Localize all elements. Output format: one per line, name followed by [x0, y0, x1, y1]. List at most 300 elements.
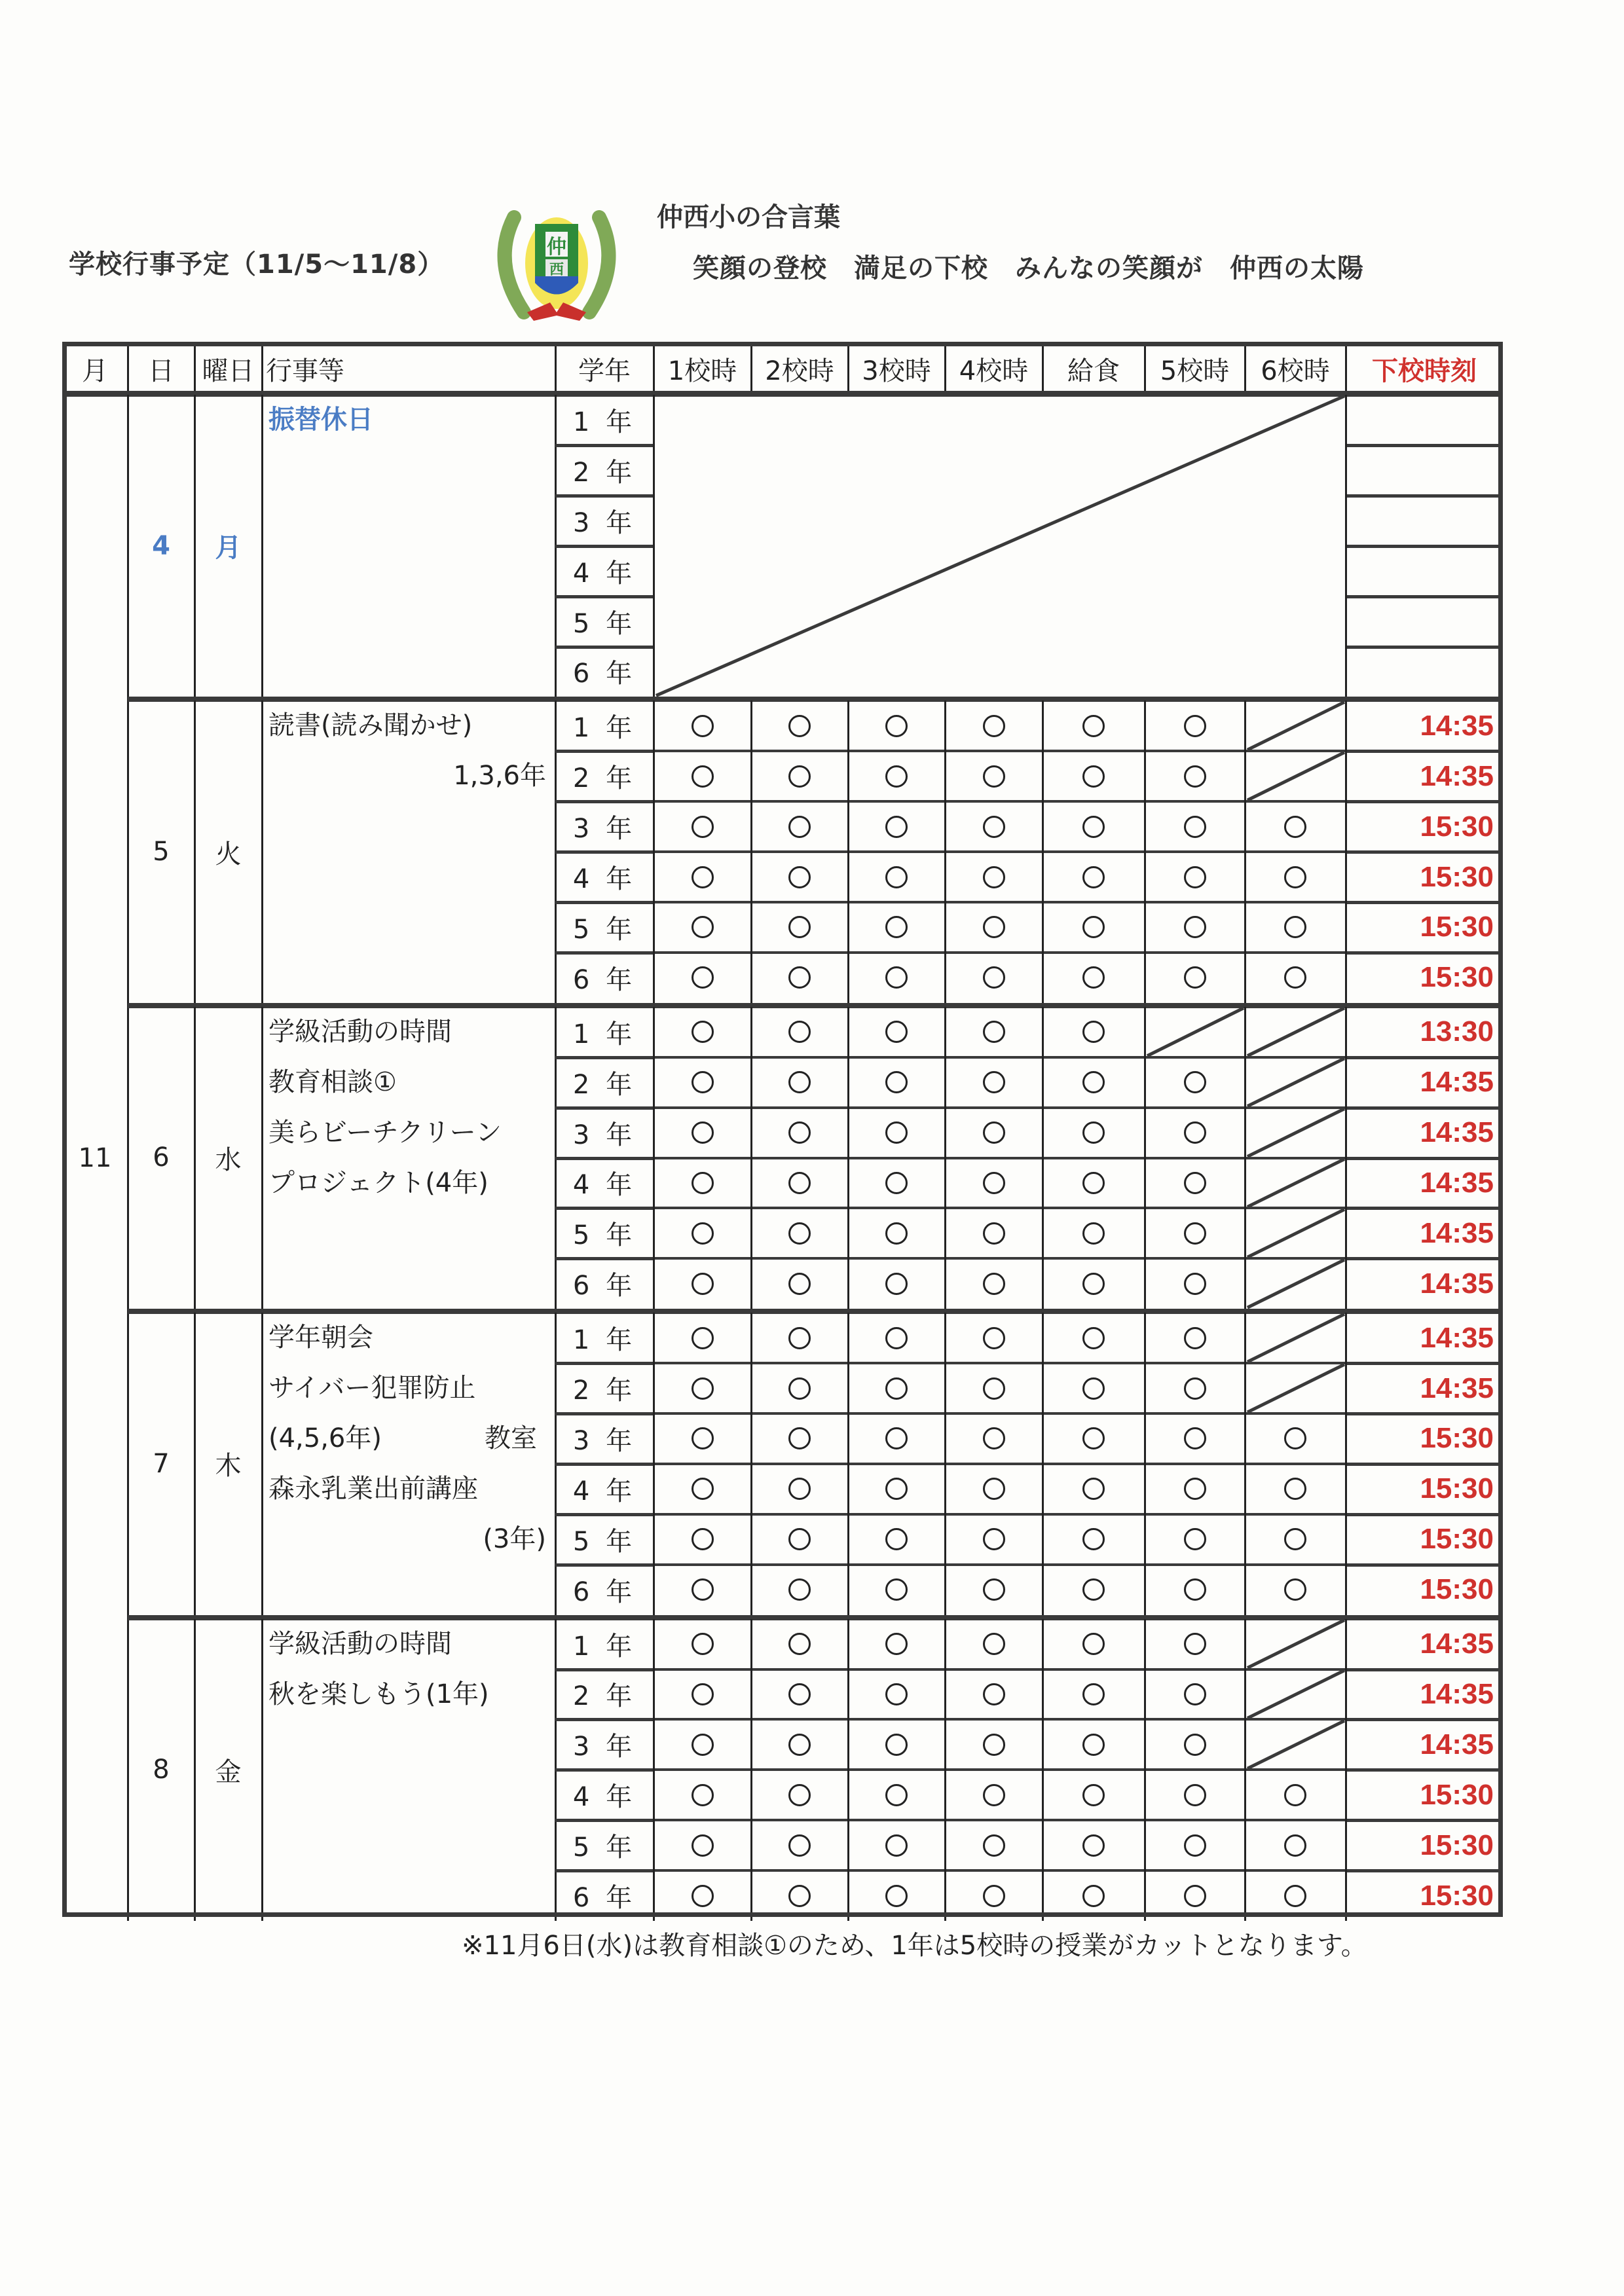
- period-cell-p6: [1245, 1870, 1346, 1921]
- grade-cell: 3 年: [572, 1425, 637, 1456]
- attendance-circle-icon: [1184, 1885, 1206, 1907]
- period-cell-p6: [1245, 902, 1346, 953]
- period-cell-p1: [654, 1669, 751, 1720]
- attendance-circle-icon: [692, 916, 714, 938]
- attendance-circle-icon: [885, 1071, 908, 1093]
- period-cell-p1: [654, 1208, 751, 1258]
- event-text: (4,5,6年): [268, 1423, 382, 1453]
- column-divider: [1144, 346, 1146, 391]
- period-cell-p5: [1145, 1464, 1245, 1514]
- column-divider: [261, 1313, 263, 1614]
- event-line: [268, 1669, 489, 1720]
- period-cell-lunch: [1043, 1208, 1145, 1258]
- attendance-circle-icon: [885, 1633, 908, 1655]
- period-cell-p3: [848, 1208, 945, 1258]
- column-divider: [1345, 1619, 1347, 1921]
- attendance-circle-icon: [983, 966, 1005, 989]
- cancelled-period-slash: [1247, 1721, 1344, 1768]
- attendance-circle-icon: [1284, 1885, 1306, 1907]
- period-cell-lunch: [1043, 1464, 1145, 1514]
- period-cell-lunch: [1043, 1820, 1145, 1870]
- attendance-circle-icon: [1082, 1885, 1105, 1907]
- attendance-circle-icon: [1184, 1427, 1206, 1449]
- attendance-circle-icon: [983, 1683, 1005, 1705]
- column-divider: [1144, 1619, 1146, 1921]
- period-cell-p6: [1245, 1770, 1346, 1820]
- period-cell-p1: [654, 1619, 751, 1669]
- grade-cell: 2 年: [572, 1681, 637, 1712]
- column-divider: [653, 1007, 655, 1309]
- period-cell-p4: [945, 1820, 1043, 1870]
- attendance-circle-icon: [885, 1784, 908, 1806]
- cancelled-period-slash: [1247, 752, 1344, 800]
- grade-cell: 4 年: [572, 1170, 637, 1201]
- attendance-circle-icon: [692, 1172, 714, 1194]
- attendance-circle-icon: [692, 1478, 714, 1500]
- period-cell-p3: [848, 1313, 945, 1363]
- attendance-circle-icon: [1082, 1734, 1105, 1756]
- attendance-circle-icon: [1184, 1377, 1206, 1400]
- attendance-circle-icon: [1184, 1273, 1206, 1295]
- period-cell-p3: [848, 701, 945, 751]
- attendance-circle-icon: [1284, 1528, 1306, 1550]
- column-divider: [1244, 1619, 1246, 1921]
- period-cell-lunch: [1043, 1870, 1145, 1921]
- period-cell-p5: [1145, 852, 1245, 902]
- grade-cell: 6 年: [572, 1883, 637, 1914]
- month-cell: 11: [78, 1142, 112, 1173]
- attendance-circle-icon: [885, 816, 908, 838]
- column-divider: [847, 701, 849, 1002]
- period-cell-lunch: [1043, 1514, 1145, 1565]
- event-text: 森永乳業出前講座: [268, 1473, 478, 1504]
- column-divider: [1042, 346, 1044, 391]
- attendance-circle-icon: [692, 765, 714, 788]
- period-cell-p3: [848, 1820, 945, 1870]
- column-divider: [1042, 701, 1044, 1002]
- period-cell-p4: [945, 701, 1043, 751]
- attendance-circle-icon: [983, 1121, 1005, 1144]
- schedule-table: [62, 342, 1503, 1917]
- period-cell-p5: [1145, 1820, 1245, 1870]
- period-cell-p2: [751, 1565, 848, 1615]
- dismissal-time: [1346, 596, 1503, 647]
- attendance-circle-icon: [692, 1273, 714, 1295]
- attendance-circle-icon: [788, 1528, 811, 1550]
- period-cell-p4: [945, 1158, 1043, 1209]
- period-cell-p4: [945, 1770, 1043, 1820]
- column-header-0: 月: [82, 355, 108, 386]
- attendance-circle-icon: [788, 1121, 811, 1144]
- attendance-circle-icon: [885, 715, 908, 737]
- grade-cell: 3 年: [572, 507, 637, 538]
- attendance-circle-icon: [1284, 816, 1306, 838]
- dismissal-time: [1346, 395, 1503, 445]
- period-cell-p2: [751, 1870, 848, 1921]
- period-cell-p1: [654, 1057, 751, 1108]
- grade-cell: 4 年: [572, 1476, 637, 1506]
- period-cell-p1: [654, 902, 751, 953]
- attendance-circle-icon: [983, 1885, 1005, 1907]
- grade-cell: 2 年: [572, 763, 637, 794]
- period-cell-p4: [945, 1619, 1043, 1669]
- attendance-circle-icon: [1184, 866, 1206, 888]
- column-divider: [847, 1007, 849, 1309]
- period-cell-p5: [1145, 1158, 1245, 1209]
- grade-cell: 4 年: [572, 558, 637, 589]
- event-line: [268, 1057, 397, 1108]
- event-text: 学年朝会: [268, 1322, 373, 1353]
- period-cell-lunch: [1043, 1363, 1145, 1413]
- period-cell-p3: [848, 1007, 945, 1057]
- attendance-circle-icon: [1184, 1734, 1206, 1756]
- period-cell-p5: [1145, 902, 1245, 953]
- attendance-circle-icon: [1284, 966, 1306, 989]
- period-cell-p6: [1245, 1413, 1346, 1464]
- period-cell-p6: [1245, 801, 1346, 852]
- attendance-circle-icon: [1184, 1784, 1206, 1806]
- attendance-circle-icon: [1082, 1377, 1105, 1400]
- event-line: [268, 1158, 489, 1209]
- period-cell-lunch: [1043, 1770, 1145, 1820]
- column-divider: [1042, 1007, 1044, 1309]
- period-cell-p4: [945, 1057, 1043, 1108]
- column-header-7: 3校時: [862, 355, 931, 386]
- attendance-circle-icon: [885, 1834, 908, 1857]
- cancelled-period-slash: [1247, 1109, 1344, 1157]
- period-cell-p3: [848, 1413, 945, 1464]
- attendance-circle-icon: [1184, 1528, 1206, 1550]
- attendance-circle-icon: [692, 1427, 714, 1449]
- event-text: 振替休日: [268, 405, 373, 435]
- event-line: [268, 395, 373, 445]
- attendance-circle-icon: [692, 1327, 714, 1349]
- period-cell-p5: [1145, 751, 1245, 801]
- grade-cell: 6 年: [572, 659, 637, 689]
- dismissal-time: 15:30: [1420, 1472, 1494, 1505]
- period-cell-p4: [945, 1108, 1043, 1158]
- column-divider: [1345, 395, 1347, 697]
- attendance-circle-icon: [788, 1222, 811, 1245]
- period-cell-p4: [945, 1719, 1043, 1770]
- attendance-circle-icon: [1082, 1633, 1105, 1655]
- period-cell-p5: [1145, 1719, 1245, 1770]
- column-header-4: 学年: [578, 355, 631, 386]
- event-text: 読書(読み聞かせ): [268, 710, 473, 741]
- grade-cell: 1 年: [572, 407, 637, 437]
- column-divider: [194, 1619, 196, 1921]
- attendance-circle-icon: [788, 1885, 811, 1907]
- cancelled-period-slash: [1247, 1364, 1344, 1412]
- column-divider: [261, 346, 263, 391]
- attendance-circle-icon: [1082, 1222, 1105, 1245]
- attendance-circle-icon: [692, 1633, 714, 1655]
- attendance-circle-icon: [1184, 816, 1206, 838]
- attendance-circle-icon: [1284, 1478, 1306, 1500]
- period-cell-p3: [848, 902, 945, 953]
- attendance-circle-icon: [788, 1377, 811, 1400]
- attendance-circle-icon: [1082, 1427, 1105, 1449]
- attendance-circle-icon: [885, 1327, 908, 1349]
- attendance-circle-icon: [885, 1121, 908, 1144]
- attendance-circle-icon: [788, 1427, 811, 1449]
- period-cell-p1: [654, 1363, 751, 1413]
- attendance-circle-icon: [983, 1427, 1005, 1449]
- column-divider: [261, 1619, 263, 1921]
- attendance-circle-icon: [885, 1578, 908, 1601]
- attendance-circle-icon: [885, 1427, 908, 1449]
- column-divider: [653, 1313, 655, 1614]
- column-divider: [750, 701, 752, 1002]
- period-cell-p3: [848, 852, 945, 902]
- period-cell-p1: [654, 701, 751, 751]
- event-text: プロジェクト(4年): [268, 1167, 489, 1198]
- attendance-circle-icon: [885, 1528, 908, 1550]
- column-divider: [127, 346, 129, 391]
- column-header-2: 曜日: [202, 355, 255, 386]
- attendance-circle-icon: [885, 1377, 908, 1400]
- attendance-circle-icon: [692, 1528, 714, 1550]
- period-cell-p3: [848, 1719, 945, 1770]
- column-header-9: 給食: [1067, 355, 1120, 386]
- day-cell: 7: [153, 1448, 170, 1479]
- period-cell-p1: [654, 1413, 751, 1464]
- day-cell: 8: [153, 1755, 170, 1785]
- period-cell-p3: [848, 1870, 945, 1921]
- period-cell-p2: [751, 1820, 848, 1870]
- attendance-circle-icon: [983, 1071, 1005, 1093]
- period-cell-p5: [1145, 1669, 1245, 1720]
- period-cell-p3: [848, 1057, 945, 1108]
- period-cell-lunch: [1043, 953, 1145, 1003]
- attendance-circle-icon: [692, 1834, 714, 1857]
- dismissal-time: 14:35: [1420, 1216, 1494, 1249]
- column-divider: [944, 1007, 946, 1309]
- grade-cell: 1 年: [572, 1631, 637, 1662]
- period-cell-p3: [848, 801, 945, 852]
- period-cell-p5: [1145, 1619, 1245, 1669]
- dismissal-time: 15:30: [1420, 810, 1494, 843]
- period-cell-p1: [654, 1313, 751, 1363]
- period-cell-p1: [654, 1158, 751, 1209]
- period-cell-p2: [751, 1464, 848, 1514]
- period-cell-p1: [654, 1258, 751, 1309]
- period-cell-p4: [945, 1464, 1043, 1514]
- period-cell-p3: [848, 1258, 945, 1309]
- period-cell-lunch: [1043, 1007, 1145, 1057]
- period-cell-p2: [751, 1514, 848, 1565]
- grade-cell: 5 年: [572, 1526, 637, 1557]
- attendance-circle-icon: [983, 1633, 1005, 1655]
- column-header-8: 4校時: [959, 355, 1029, 386]
- event-line: [268, 1313, 373, 1363]
- attendance-circle-icon: [692, 1021, 714, 1043]
- grade-cell: 4 年: [572, 1782, 637, 1813]
- period-cell-p2: [751, 1208, 848, 1258]
- event-text: 1,3,6年: [453, 761, 546, 792]
- attendance-circle-icon: [788, 1578, 811, 1601]
- page-title: 学校行事予定（11/5〜11/8）: [69, 249, 445, 280]
- attendance-circle-icon: [885, 966, 908, 989]
- column-divider: [1345, 1313, 1347, 1614]
- cancelled-period-slash: [1247, 1209, 1344, 1257]
- attendance-circle-icon: [692, 966, 714, 989]
- attendance-circle-icon: [1082, 1683, 1105, 1705]
- event-location: 教室: [485, 1423, 537, 1453]
- dismissal-time: 14:35: [1420, 1166, 1494, 1199]
- attendance-circle-icon: [983, 1273, 1005, 1295]
- grade-cell: 6 年: [572, 1271, 637, 1302]
- period-cell-lunch: [1043, 1719, 1145, 1770]
- attendance-circle-icon: [885, 866, 908, 888]
- period-cell-p1: [654, 1770, 751, 1820]
- weekday-cell: 木: [215, 1451, 242, 1482]
- grade-cell: 1 年: [572, 1325, 637, 1356]
- attendance-circle-icon: [1082, 1021, 1105, 1043]
- attendance-circle-icon: [983, 1021, 1005, 1043]
- attendance-circle-icon: [1082, 1578, 1105, 1601]
- dismissal-time: [1346, 546, 1503, 596]
- dismissal-time: 15:30: [1420, 1422, 1494, 1455]
- column-divider: [847, 1313, 849, 1614]
- grade-cell: 5 年: [572, 1220, 637, 1251]
- attendance-circle-icon: [692, 866, 714, 888]
- attendance-circle-icon: [1082, 1327, 1105, 1349]
- period-cell-p1: [654, 953, 751, 1003]
- dismissal-time: 15:30: [1420, 1523, 1494, 1556]
- attendance-circle-icon: [692, 1121, 714, 1144]
- period-cell-p1: [654, 1514, 751, 1565]
- attendance-circle-icon: [692, 1784, 714, 1806]
- dismissal-time: 14:35: [1420, 1116, 1494, 1149]
- attendance-circle-icon: [1184, 1834, 1206, 1857]
- grade-cell: 6 年: [572, 1576, 637, 1607]
- attendance-circle-icon: [983, 866, 1005, 888]
- period-cell-p5: [1145, 1565, 1245, 1615]
- attendance-circle-icon: [788, 1071, 811, 1093]
- attendance-circle-icon: [692, 715, 714, 737]
- period-cell-p3: [848, 1158, 945, 1209]
- column-header-6: 2校時: [765, 355, 834, 386]
- attendance-circle-icon: [692, 1885, 714, 1907]
- attendance-circle-icon: [1184, 1222, 1206, 1245]
- dismissal-time: 14:35: [1420, 1066, 1494, 1099]
- column-header-11: 6校時: [1261, 355, 1330, 386]
- period-cell-p5: [1145, 701, 1245, 751]
- grade-cell: 4 年: [572, 864, 637, 895]
- period-cell-p2: [751, 801, 848, 852]
- period-cell-p6: [1245, 953, 1346, 1003]
- attendance-circle-icon: [788, 765, 811, 788]
- column-divider: [194, 395, 196, 697]
- attendance-circle-icon: [885, 1172, 908, 1194]
- attendance-circle-icon: [885, 1734, 908, 1756]
- attendance-circle-icon: [692, 1683, 714, 1705]
- column-divider: [653, 1619, 655, 1921]
- attendance-circle-icon: [788, 1327, 811, 1349]
- period-cell-p4: [945, 1669, 1043, 1720]
- weekday-cell: 月: [215, 533, 242, 564]
- column-divider: [750, 1619, 752, 1921]
- column-header-12: 下校時刻: [1372, 355, 1477, 386]
- period-cell-p2: [751, 1363, 848, 1413]
- period-cell-p1: [654, 1565, 751, 1615]
- dismissal-time: [1346, 445, 1503, 496]
- column-header-10: 5校時: [1160, 355, 1230, 386]
- event-line: [268, 1108, 502, 1158]
- attendance-circle-icon: [1184, 1478, 1206, 1500]
- dismissal-time: 15:30: [1420, 1573, 1494, 1606]
- dismissal-time: 14:35: [1420, 1372, 1494, 1404]
- period-cell-lunch: [1043, 1057, 1145, 1108]
- period-cell-lunch: [1043, 1258, 1145, 1309]
- period-cell-p2: [751, 701, 848, 751]
- period-cell-p4: [945, 751, 1043, 801]
- period-cell-p2: [751, 1007, 848, 1057]
- attendance-circle-icon: [1184, 1578, 1206, 1601]
- event-line: [268, 1363, 475, 1413]
- attendance-circle-icon: [885, 1478, 908, 1500]
- attendance-circle-icon: [1184, 1121, 1206, 1144]
- period-cell-p6: [1245, 1464, 1346, 1514]
- attendance-circle-icon: [788, 1734, 811, 1756]
- attendance-circle-icon: [1082, 1172, 1105, 1194]
- period-cell-p1: [654, 751, 751, 801]
- period-cell-p2: [751, 852, 848, 902]
- period-cell-p3: [848, 1108, 945, 1158]
- period-cell-p5: [1145, 801, 1245, 852]
- grade-cell: 3 年: [572, 814, 637, 845]
- weekday-cell: 水: [215, 1144, 242, 1175]
- attendance-circle-icon: [983, 1578, 1005, 1601]
- period-cell-lunch: [1043, 902, 1145, 953]
- period-cell-p5: [1145, 1208, 1245, 1258]
- attendance-circle-icon: [1284, 1427, 1306, 1449]
- dismissal-time: 13:30: [1420, 1015, 1494, 1048]
- day-cell: 5: [153, 837, 170, 867]
- motto-text: 笑顔の登校 満足の下校 みんなの笑顔が 仲西の太陽: [693, 253, 1364, 283]
- period-cell-lunch: [1043, 1565, 1145, 1615]
- cancelled-period-slash: [1147, 1008, 1244, 1056]
- attendance-circle-icon: [885, 1683, 908, 1705]
- cancelled-period-slash: [1247, 1159, 1344, 1207]
- attendance-circle-icon: [1082, 916, 1105, 938]
- period-cell-p1: [654, 1108, 751, 1158]
- attendance-circle-icon: [692, 1377, 714, 1400]
- attendance-circle-icon: [983, 1528, 1005, 1550]
- period-cell-p5: [1145, 1363, 1245, 1413]
- column-divider: [555, 346, 557, 391]
- period-cell-lunch: [1043, 1108, 1145, 1158]
- dismissal-time: 14:35: [1420, 1628, 1494, 1660]
- period-cell-p2: [751, 1770, 848, 1820]
- dismissal-time: 15:30: [1420, 1778, 1494, 1811]
- dismissal-time: 15:30: [1420, 961, 1494, 994]
- period-cell-p4: [945, 1313, 1043, 1363]
- attendance-circle-icon: [788, 1683, 811, 1705]
- grade-cell: 1 年: [572, 713, 637, 744]
- period-cell-p5: [1145, 1413, 1245, 1464]
- school-emblem-logo: [488, 191, 625, 329]
- period-cell-p1: [654, 852, 751, 902]
- column-divider: [944, 701, 946, 1002]
- column-divider: [1144, 701, 1146, 1002]
- dismissal-time: 14:35: [1420, 1321, 1494, 1354]
- attendance-circle-icon: [1184, 916, 1206, 938]
- attendance-circle-icon: [885, 765, 908, 788]
- period-cell-p2: [751, 1158, 848, 1209]
- dismissal-time: 14:35: [1420, 1677, 1494, 1710]
